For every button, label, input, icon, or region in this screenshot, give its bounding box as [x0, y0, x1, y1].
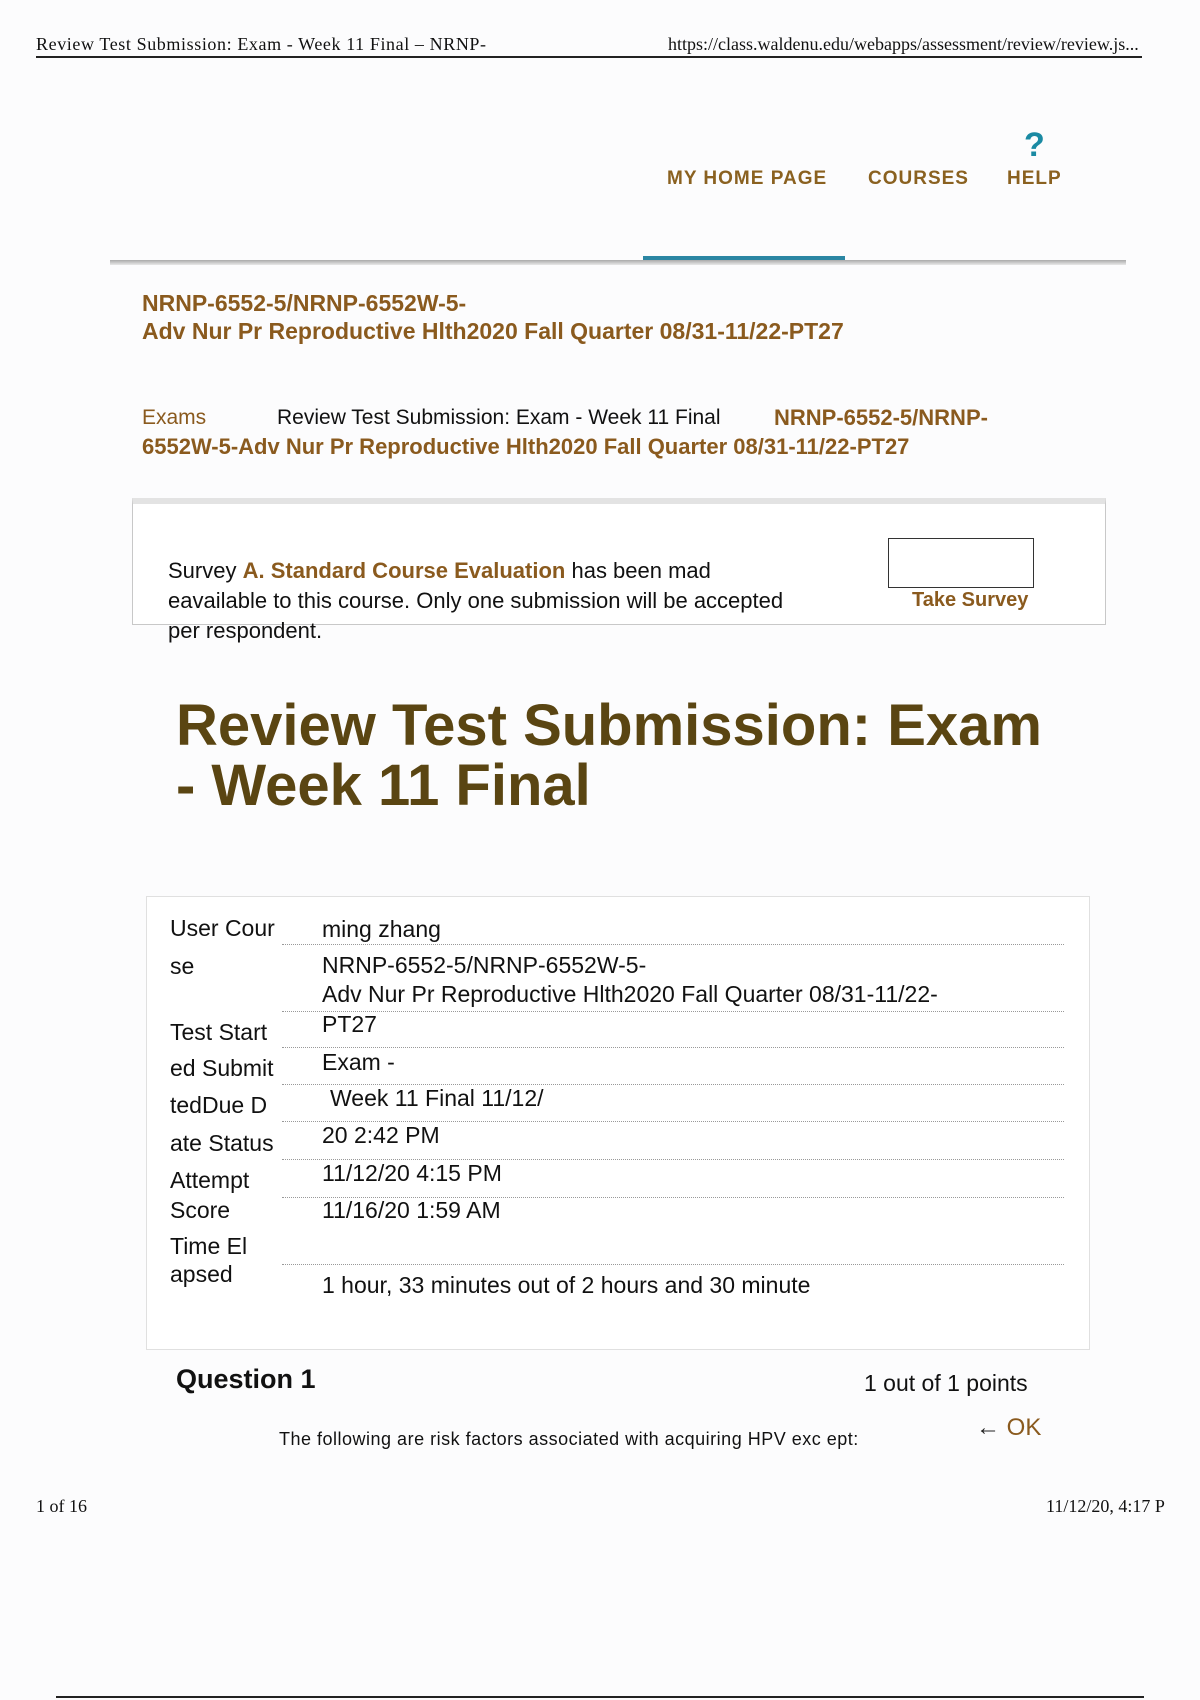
survey-prefix: Survey — [168, 558, 237, 583]
course-title-line1[interactable]: NRNP-6552-5/NRNP-6552W-5- — [142, 290, 467, 316]
breadcrumb-current: Review Test Submission: Exam - Week 11 Final — [277, 406, 721, 429]
details-value: Adv Nur Pr Reproductive Hlth2020 Fall Quarter 08/31-11/22- — [322, 981, 938, 1007]
answer-result — [976, 1414, 1041, 1442]
survey-link[interactable]: A. Standard Course Evaluation — [242, 558, 566, 583]
details-value: 1 hour, 33 minutes out of 2 hours and 30 minute — [322, 1272, 811, 1298]
breadcrumb-course-line1[interactable]: NRNP-6552-5/NRNP- — [774, 405, 988, 430]
footer-divider — [56, 1696, 1144, 1698]
details-label: Score — [170, 1197, 231, 1223]
print-page-count: 1 of 16 — [36, 1496, 87, 1516]
details-value: Exam - — [322, 1049, 395, 1075]
details-label: Time El — [170, 1233, 248, 1259]
nav-my-home-page[interactable]: MY HOME PAGE — [667, 168, 828, 189]
question-text: The following are risk factors associated with acquiring HPV exc ept: — [279, 1429, 859, 1449]
details-value: ming zhang — [322, 916, 441, 942]
arrow-left-icon: ← — [976, 1414, 1000, 1441]
details-value: PT27 — [322, 1011, 377, 1037]
row-divider — [282, 1264, 1064, 1265]
row-divider — [282, 1047, 1064, 1048]
row-divider — [282, 944, 1064, 945]
details-label: se — [170, 953, 195, 979]
course-title-line2[interactable]: Adv Nur Pr Reproductive Hlth2020 Fall Quarter 08/31-11/22-PT27 — [142, 318, 844, 344]
details-label: ate Status — [170, 1130, 274, 1156]
nav-active-indicator — [643, 256, 845, 260]
details-value: Week 11 Final 11/12/ — [330, 1085, 544, 1111]
details-label: apsed — [170, 1261, 233, 1287]
details-label: Attempt — [170, 1167, 250, 1193]
details-label: ed Submit — [170, 1055, 274, 1081]
details-value: 20 2:42 PM — [322, 1122, 440, 1148]
header-divider — [36, 56, 1142, 58]
question-heading: Question 1 — [176, 1364, 316, 1394]
question-points: 1 out of 1 points — [864, 1370, 1028, 1396]
breadcrumb-course-line2[interactable]: 6552W-5-Adv Nur Pr Reproductive Hlth2020 Fall Quarter 08/31-11/22-PT27 — [142, 434, 910, 459]
row-divider — [282, 1011, 1064, 1012]
take-survey-label[interactable]: Take Survey — [912, 589, 1029, 611]
details-value: NRNP-6552-5/NRNP-6552W-5- — [322, 952, 647, 978]
breadcrumb-exams[interactable]: Exams — [142, 406, 207, 429]
nav-courses[interactable]: COURSES — [868, 168, 969, 189]
details-label: User Cour — [170, 915, 275, 941]
print-date: 11/12/20, 4:17 P — [1046, 1496, 1165, 1516]
help-icon[interactable]: ? — [1024, 126, 1045, 164]
survey-message — [168, 556, 808, 646]
details-value: 11/16/20 1:59 AM — [322, 1197, 501, 1223]
answer-result-label: OK — [1006, 1414, 1042, 1441]
nav-help[interactable]: HELP — [1007, 168, 1062, 189]
nav-bar-divider — [110, 260, 1126, 265]
survey-message-text: has been mad eavailable to this course. Only one submission will be accepted per respondent. — [168, 558, 784, 643]
details-value: 11/12/20 4:15 PM — [322, 1160, 502, 1186]
page-title: Review Test Submission: Exam - Week 11 Final — [176, 693, 1042, 818]
print-header-title: Review Test Submission: Exam - Week 11 Final – NRNP- — [36, 34, 487, 54]
print-header-url: https://class.waldenu.edu/webapps/assessment/review/review.js... — [668, 34, 1139, 54]
take-survey-button[interactable] — [888, 538, 1034, 588]
details-label: tedDue D — [170, 1092, 268, 1118]
details-label: Test Start — [170, 1019, 268, 1045]
